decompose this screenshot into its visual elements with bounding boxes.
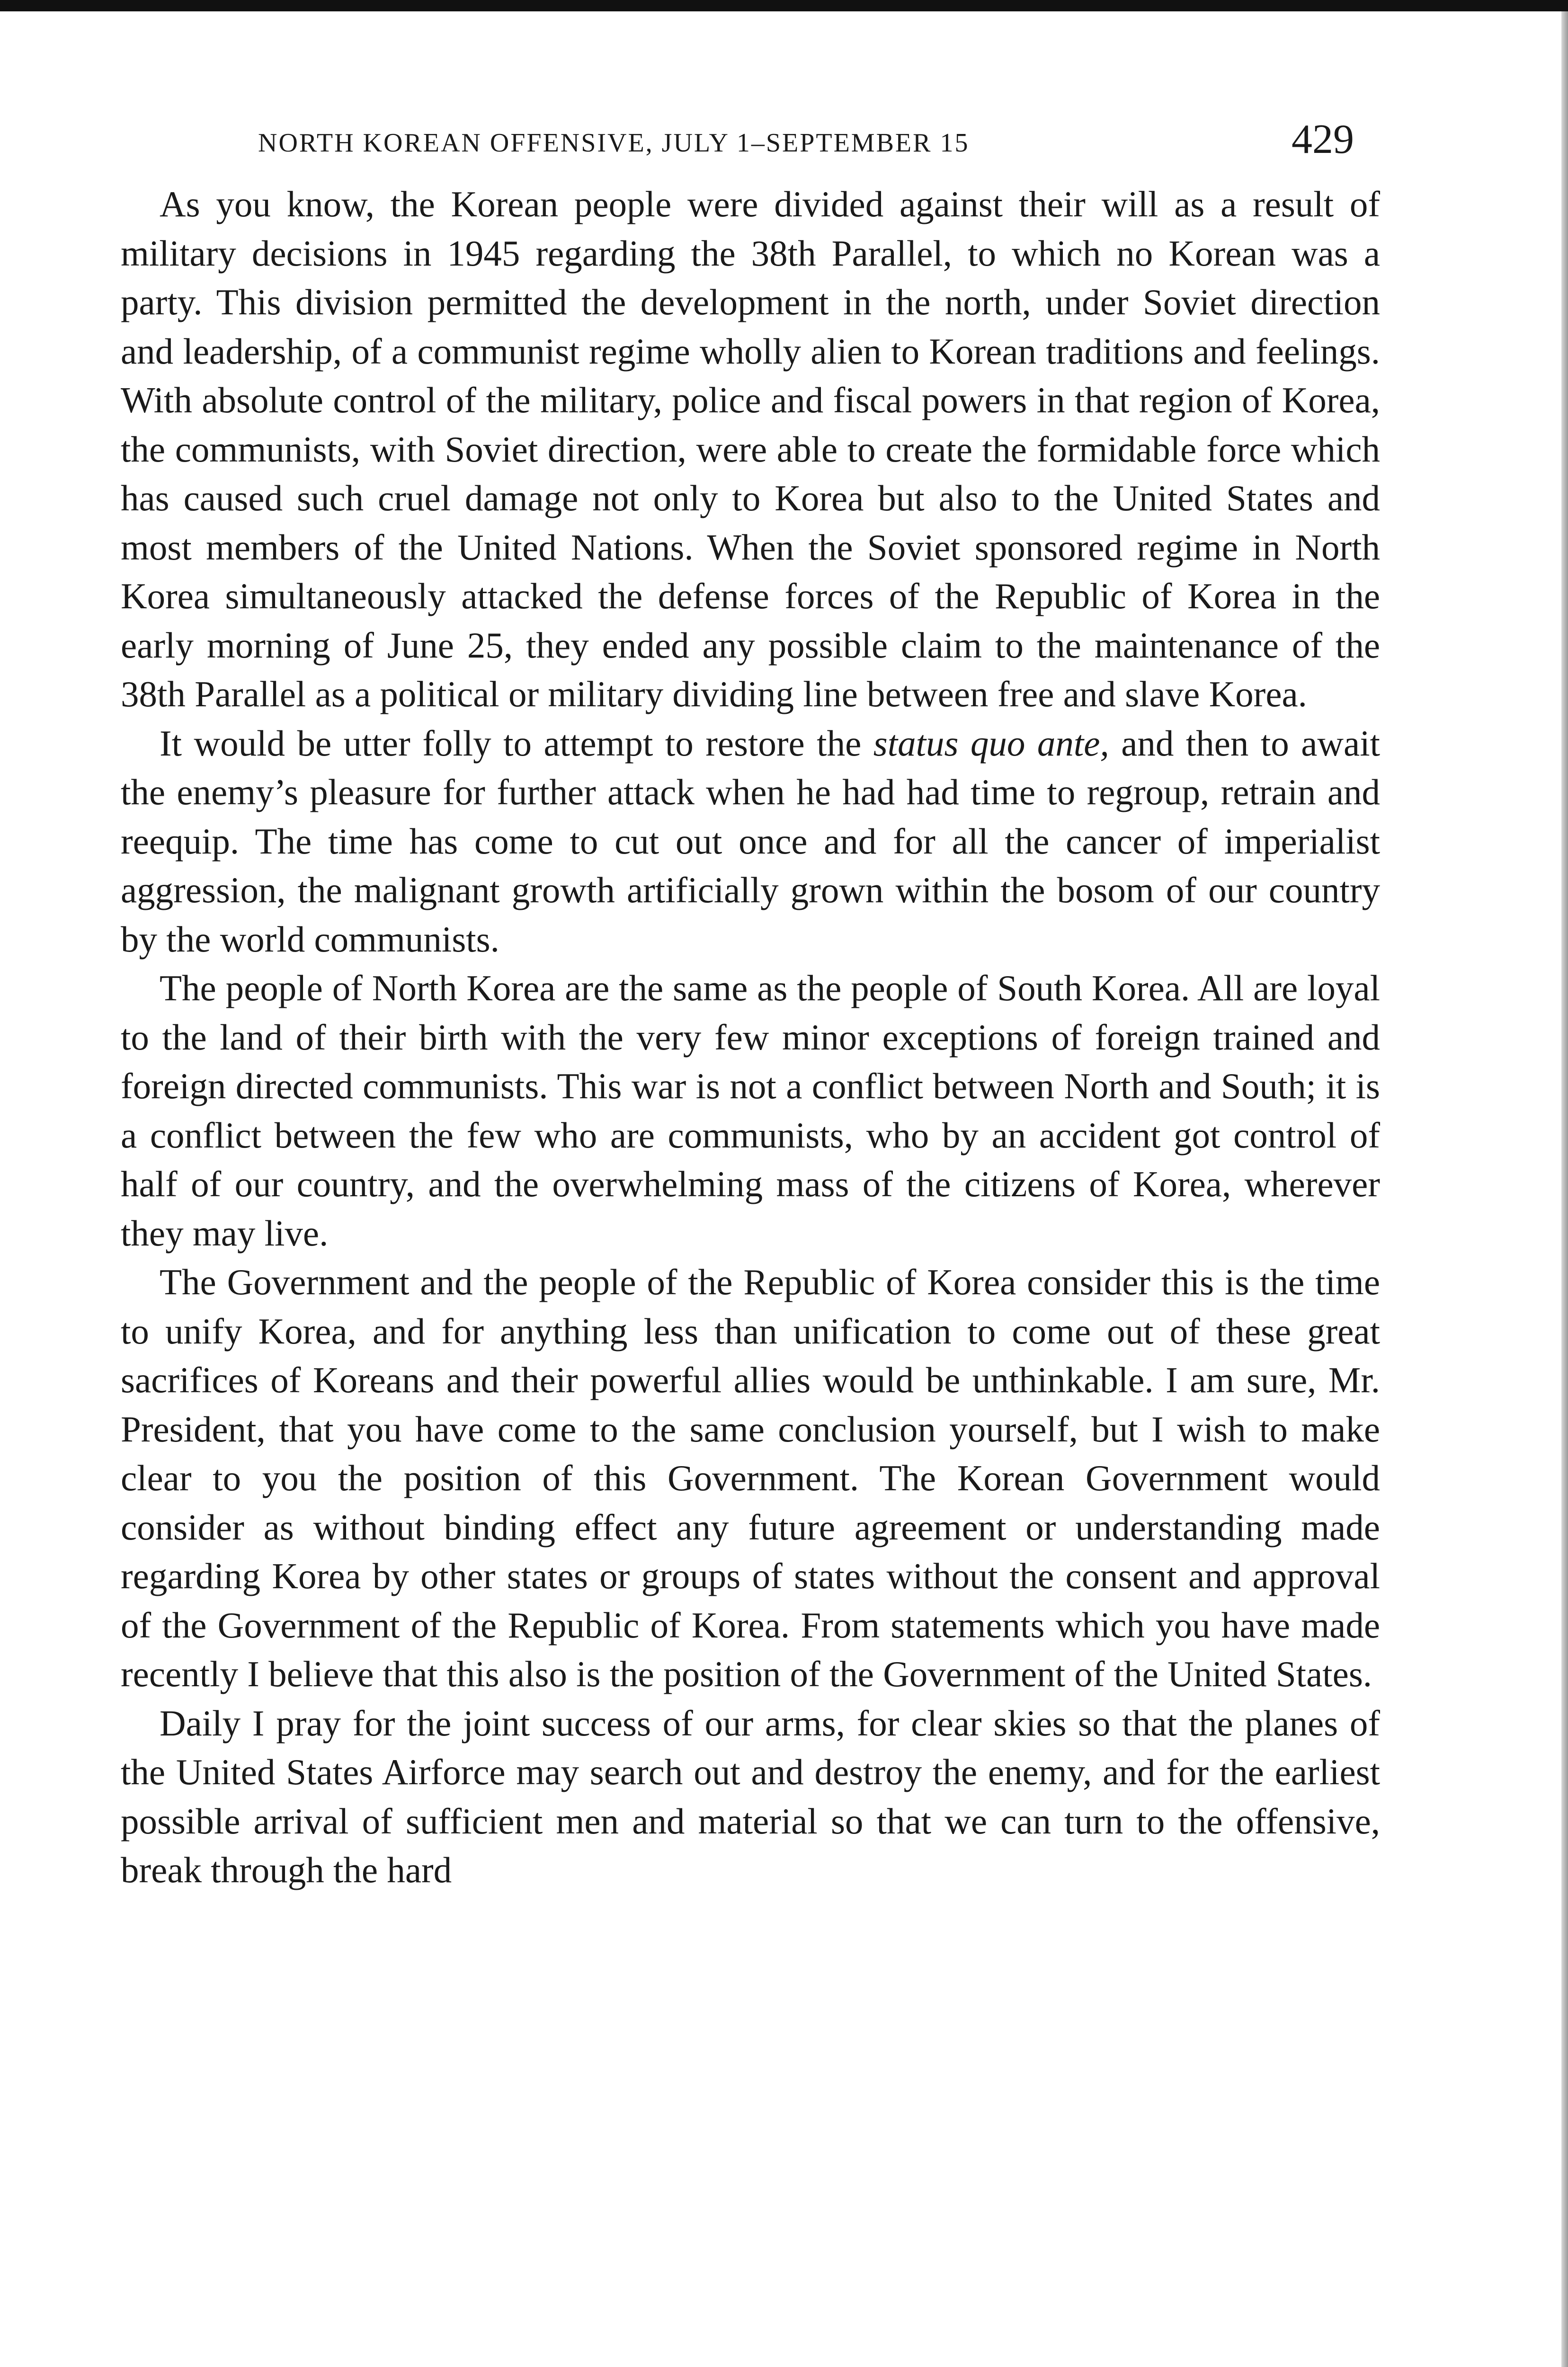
latin-phrase: status quo ante, (873, 722, 1109, 764)
paragraph-5: Daily I pray for the joint success of our arms, for clear skies so that the planes of the United States Airforce may search out and destroy the enemy, and for the earliest possible arrival of sufficient men and material so that we can turn to the offensive, break through the hard (121, 1702, 1380, 1890)
paragraph-2 (121, 719, 1380, 964)
scan-top-border (0, 0, 1568, 11)
paragraph-2-start: It would be utter folly to attempt to restore the (160, 722, 873, 764)
page-number: 429 (1292, 116, 1354, 162)
paragraph-3: The people of North Korea are the same as the people of South Korea. All are loyal to the land of their birth with the very few minor exceptions of foreign trained and foreign directed communists. This war is not a conflict between North and South; it is a conflict between the few who are communists, who by an accident got control of half of our country, and the overwhelming mass of the citizens of Korea, wherever they may live. (121, 968, 1380, 1254)
paragraph-2-end: and then to await the enemy’s pleasure for further attack when he had had time to regroup, retrain and reequip. The time has come to cut out once and for all the cancer of imperialist aggression, the malignant growth artificially grown within the bosom of our country by the world communists. (121, 722, 1380, 960)
scan-right-edge (1561, 11, 1568, 2367)
paragraph-4: The Government and the people of the Republic of Korea consider this is the time to unify Korea, and for anything less than unification to come out of these great sacrifices of Koreans and their powerful allies would be unthinkable. I am sure, Mr. President, that you have come to the same conclusion yourself, but I wish to make clear to you the position of this Government. The Korean Government would consider as without binding effect any future agreement or understanding made regarding Korea by other states or groups of states without the consent and approval of the Government of the Republic of Korea. From statements which you have made recently I believe that this also is the position of the Government of the United States. (121, 1262, 1380, 1694)
paragraph-1: As you know, the Korean people were divided against their will as a result of military decisions in 1945 regarding the 38th Parallel, to which no Korean was a party. This division permitted the development in the north, under Soviet direction and leadership, of a communist regime wholly alien to Korean traditions and feelings. With absolute control of the military, police and fiscal powers in that region of Korea, the communists, with Soviet direction, were able to create the formidable force which has caused such cruel damage not only to Korea but also to the United States and most members of the United Nations. When the Soviet sponsored regime in North Korea simultaneously attacked the defense forces of the Republic of Korea in the early morning of June 25, they ended any possible claim to the maintenance of the 38th Parallel as a political or military dividing line between free and slave Korea. (121, 184, 1380, 714)
running-head-title: NORTH KOREAN OFFENSIVE, JULY 1–SEPTEMBER 15 (258, 128, 970, 158)
document-page (121, 114, 1380, 1895)
body-text (121, 180, 1380, 1895)
running-header (121, 114, 1380, 166)
